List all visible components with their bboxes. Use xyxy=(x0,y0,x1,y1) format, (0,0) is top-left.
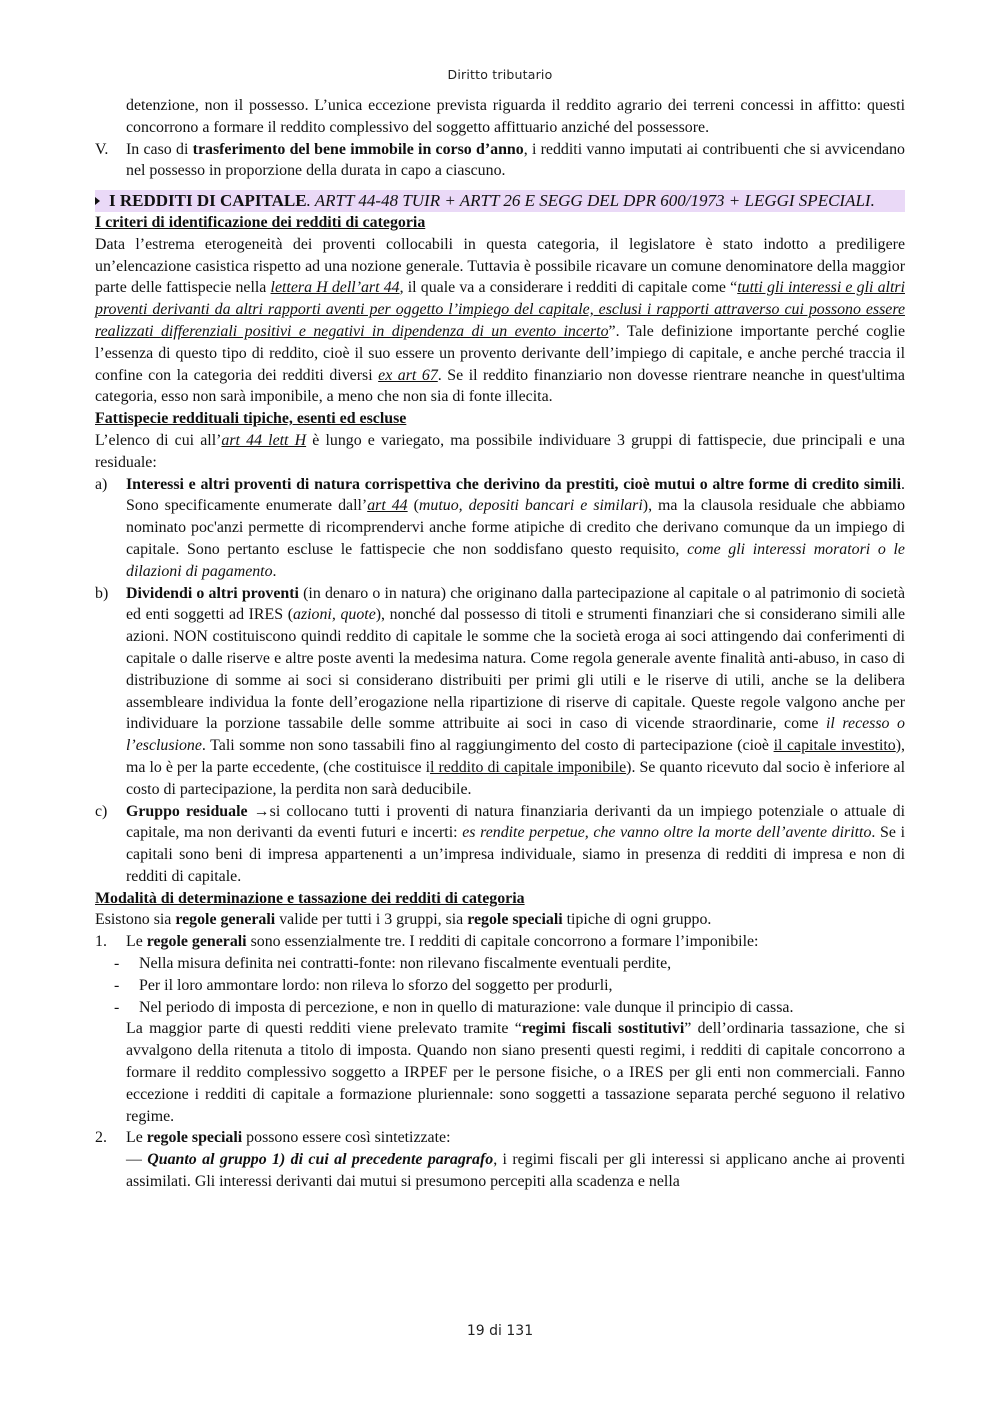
dash-item: - Per il loro ammontare lordo: non rileva lo sforzo del soggetto per produrli, xyxy=(114,976,613,994)
subheading-modalita: Modalità di determinazione e tassazione dei redditi di categoria xyxy=(95,889,525,907)
list-marker: 1. xyxy=(95,933,107,951)
list-item-v: V. In caso di trasferimento del bene immobile in corso d’anno, i redditi vanno imputati ai contribuenti che si avvicendano nel possesso in proporzione della durata in capo a ciascuno. xyxy=(95,140,905,180)
page-body xyxy=(95,95,905,1193)
list-item-b: b) Dividendi o altri proventi (in denaro o in natura) che originano dalla partecipazione al capitale o al patrimonio di società ed enti soggetti ad IRES (azioni, quote), nonché dal possesso di titoli e strumenti finanziari che si considerano simili alle azioni. NON costituiscono quindi reddito di capitale le somme che la società eroga ai soci attingendo dai conferimenti di capitale o dalle riserve e altre poste aventi la medesima natura. Come regola generale avente finalità anti-abuso, in caso di distribuzione di somme ai soci si considerano distribuiti per primi gli utili e le riserve di utili, anche se la delibera assembleare individua la fonte dell’erogazione nella ripartizione di riserve di capitale. Queste regole valgono anche per individuare la porzione tassabile delle somme attribuite ai soci in caso di vicende straordinarie, come il recesso o l’esclusione. Tali somme non sono tassabili fino al raggiungimento del costo di partecipazione (cioè il capitale investito), ma lo è per la parte eccedente, (che costituisce il reddito di capitale imponibile). Se quanto ricevuto dal socio è inferiore al costo di partecipazione, la perdita non sarà deducibile. xyxy=(95,584,906,798)
numbered-item-2: 2. Le regole speciali possono essere così sintetizzate: — Quanto al gruppo 1) di cui al precedente paragrafo, i regimi fiscali per gli interessi si applicano anche ai proventi assimilati. Gli interessi derivanti dai mutui si presumono percepiti alla scadenza e nella xyxy=(95,1127,905,1192)
section-heading-highlight: I REDDITI DI CAPITALE. ARTT 44-48 TUIR + ARTT 26 E SEGG DEL DPR 600/1973 + LEGGI SPECIALI. xyxy=(95,190,905,212)
subheading-criteri: I criteri di identificazione dei redditi di categoria xyxy=(95,213,426,231)
list-marker: V. xyxy=(95,140,109,158)
arrow-icon: → xyxy=(247,802,270,820)
continued-paragraph: detenzione, non il possesso. L’unica eccezione prevista riguarda il reddito agrario dei terreni concessi in affitto: questi concorrono a formare il reddito complessivo del soggetto affittuario anziché del possessore. xyxy=(126,97,905,136)
paragraph-gruppo-1: — Quanto al gruppo 1) di cui al precedente paragrafo, i regimi fiscali per gli interessi si applicano anche ai proventi assimilati. Gli interessi derivanti dai mutui si presumono percepiti alla scadenza e nella xyxy=(126,1151,905,1191)
subheading-fattispecie: Fattispecie reddituali tipiche, esenti ed escluse xyxy=(95,410,407,428)
dash-list xyxy=(114,953,905,1018)
list-marker: a) xyxy=(95,475,108,493)
list-marker: c) xyxy=(95,802,108,820)
dash-item: - Nel periodo di imposta di percezione, e non in quello di maturazione: vale dunque il principio di cassa. xyxy=(114,998,794,1016)
dash-item: - Nella misura definita nei contratti-fonte: non rilevano fiscalmente eventuali perdite, xyxy=(114,955,672,973)
paragraph-fattispecie-intro: L’elenco di cui all’art 44 lett H è lungo e variegato, ma possibile individuare 3 gruppi di fattispecie, due principali e una residuale: xyxy=(95,431,905,471)
paragraph-criteri: Data l’estrema eterogeneità dei proventi collocabili in questa categoria, il legislatore è stato indotto a prediligere un’elencazione casistica rispetto ad una nozione generale. Tuttavia è possibile ricavare un comune denominatore della maggior parte delle fattispecie nella lettera H dell’art 44, il quale va a considerare i redditi di capitale come “tutti gli interessi e gli altri proventi derivanti da altri rapporti aventi per oggetto l’impiego del capitale, esclusi i rapporti attraverso cui possono essere realizzati differenziali positivi e negativi in dipendenza di un evento incerto”. Tale definizione importante perché coglie l’essenza di questo tipo di reddito, cioè il suo essere un provento derivante dell’impiego di capitale, e anche perché traccia il confine con la categoria dei redditi diversi ex art 67. Se il reddito finanziario non dovesse rientrare neanche in quest'ultima categoria, esso non sarà imponibile, a meno che non sia di fonte illecita. xyxy=(95,235,905,406)
paragraph-modalita-intro: Esistono sia regole generali valide per tutti i 3 gruppi, sia regole speciali tipiche di ogni gruppo. xyxy=(95,911,712,929)
list-marker: b) xyxy=(95,584,109,602)
page-number: 19 di 131 xyxy=(466,1323,534,1339)
running-header: Diritto tributario xyxy=(447,67,553,82)
paragraph-regimi: La maggior parte di questi redditi viene prelevato tramite “regimi fiscali sostitutivi” dell’ordinaria tassazione, che si avvalgono della ritenuta a titolo di imposta. Quando non siano presenti questi regimi, i redditi di capitale concorrono a formare il reddito complessivo soggetto a IRPEF per le persone fisiche, o a IRES per gli enti non commerciali. Fanno eccezione i redditi di capitale a formazione pluriennale: sono soggetti a tassazione separata perché seguono il relativo regime. xyxy=(126,1020,905,1125)
triangle-bullet-icon xyxy=(95,197,100,205)
list-item-c: c) Gruppo residuale →si collocano tutti i proventi di natura finanziaria derivanti da un impiego potenziale o attuale di capitale, ma non derivanti da eventi futuri e incerti: es rendite perpetue, che vanno oltre la morte dell’avente diritto. Se i capitali sono beni di impresa appartenenti a un’impresa individuale, siamo in presenza di redditi di impresa e non di redditi di capitale. xyxy=(95,802,905,885)
list-item-a: a) Interessi e altri proventi di natura corrispettiva che derivino da prestiti, cioè mutui o altre forme di credito simili. Sono specificamente enumerate dall’art 44 (mutuo, depositi bancari e similari), ma la clausola residuale che abbiamo nominato poc'anzi permette di ricomprendervi anche forme atipiche di credito che derivano comunque da un impiego di capitale. Sono pertanto escluse le fattispecie che non soddisfano questo requisito, come gli interessi moratori o le dilazioni di pagamento. xyxy=(95,475,906,580)
numbered-item-1: 1. Le regole generali sono essenzialmente tre. I redditi di capitale concorrono a formare l’imponibile: - Nella misura definita nei contratti-fonte: non rilevano fiscalmente eventuali perdite, - Per il loro ammontare lordo: non rileva lo sforzo del soggetto per produrli, - Nel periodo di imposta di percezione, e non in quello di maturazione: vale dunque il principio di cassa. La maggior parte di questi redditi viene prelevato tramite “regimi fiscali sostitutivi” dell’ordinaria tassazione, che si avvalgono della ritenuta a titolo di imposta. Quando non siano presenti questi regimi, i redditi di capitale concorrono a formare il reddito complessivo soggetto a IRPEF per le persone fisiche, o a IRES per gli enti non commerciali. Fanno eccezione i redditi di capitale a formazione pluriennale: sono soggetti a tassazione separata perché seguono il relativo regime. xyxy=(95,931,905,1127)
list-marker: 2. xyxy=(95,1129,107,1147)
